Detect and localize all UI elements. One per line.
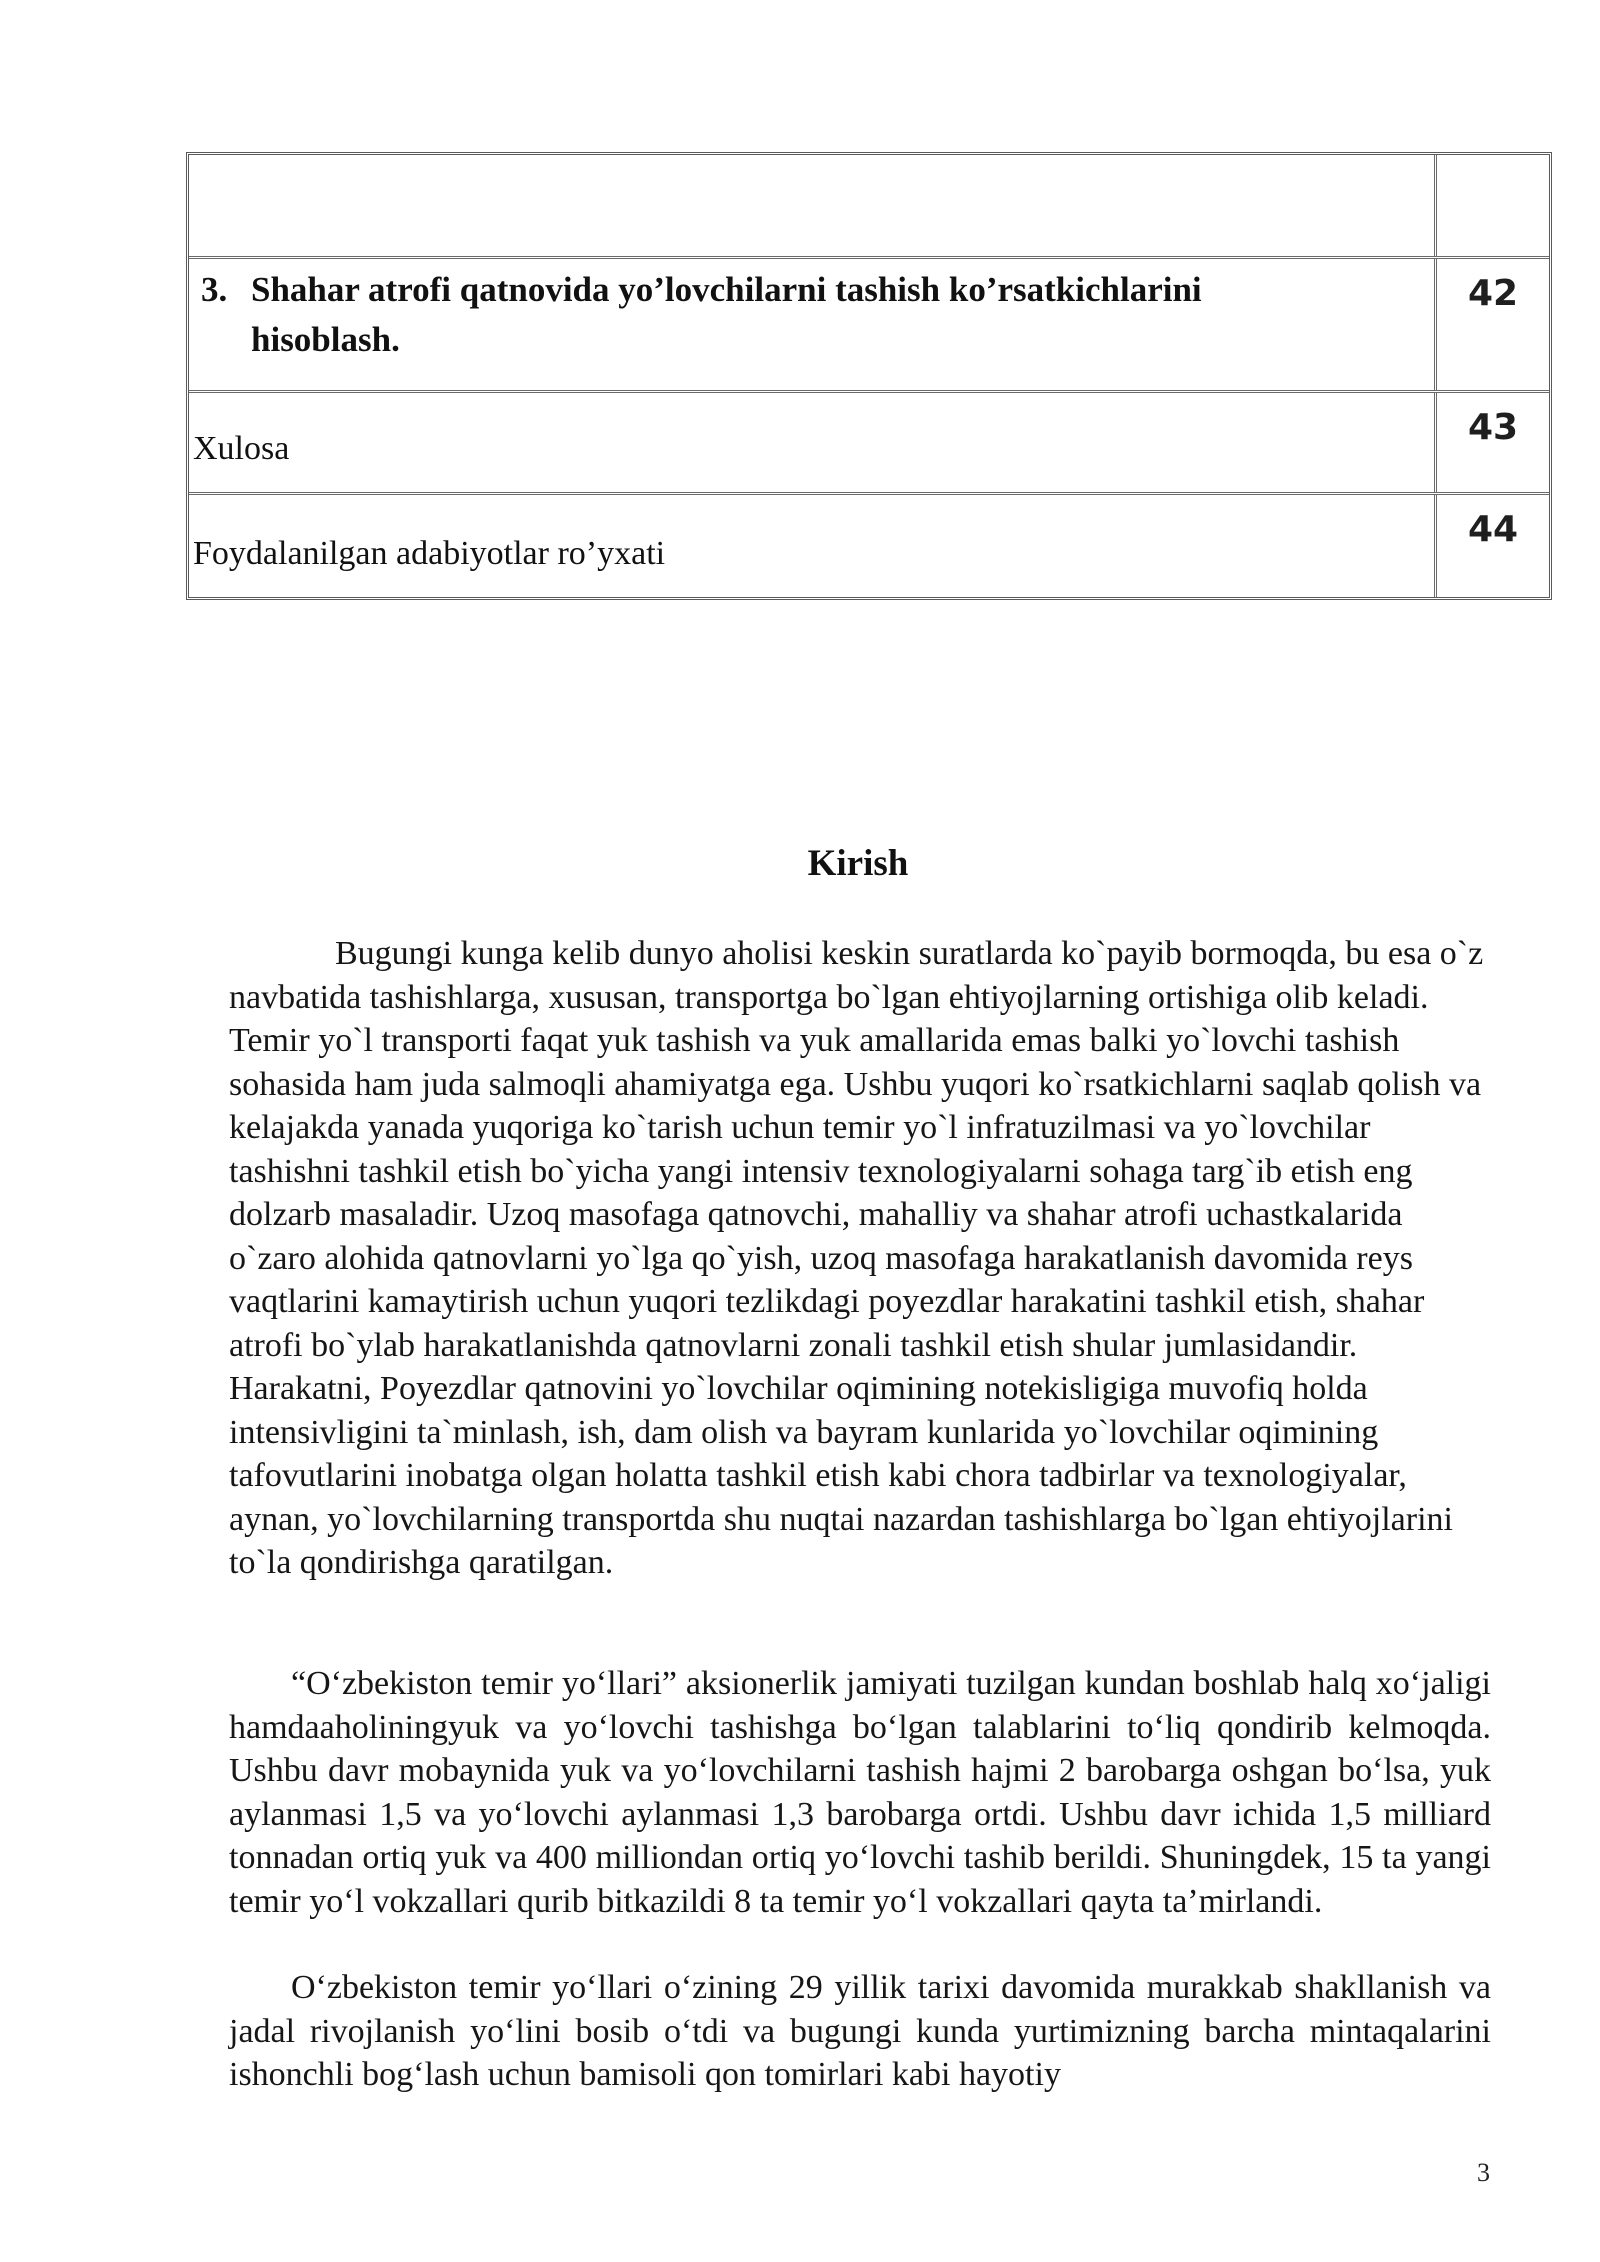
table-of-contents (186, 152, 1552, 600)
toc-row (189, 495, 1549, 597)
toc-row (189, 393, 1549, 495)
body-paragraph: Bugungi kunga kelib dunyo aholisi keskin suratlarda ko`payib bormoqda, bu esa o`z navbatida tashishlarga, xususan, transportga bo`lgan ehtiyojlarning ortishiga olib keladi. Temir yo`l transporti faqat yuk tashish va yuk amallarida emas balki yo`lovchi tashish sohasida ham juda salmoqli ahamiyatga ega. Ushbu yuqori ko`rsatkichlarni saqlab qolish va kelajakda yanada yuqoriga ko`tarish uchun temir yo`l infratuzilmasi va yo`lovchilar tashishni tashkil etish bo`yicha yangi intensiv texnologiyalarni sohaga targ`ib etish eng dolzarb masaladir. Uzoq masofaga qatnovchi, mahalliy va shahar atrofi uchastkalarida o`zaro alohida qatnovlarni yo`lga qo`yish, uzoq masofaga harakatlanish davomida reys vaqtlarini kamaytirish uchun yuqori tezlikdagi poyezdlar harakatini tashkil etish, shahar atrofi bo`ylab harakatlanishda qatnovlarni zonali tashkil etish shular jumlasidandir. Harakatni, Poyezdlar qatnovini yo`lovchilar oqimining notekisligiga muvofiq holda intensivligini ta`minlash, ish, dam olish va bayram kunlarida yo`lovchilar oqimining tafovutlarini inobatga olgan holatta tashkil etish kabi chora tadbirlar va texnologiyalar, aynan, yo`lovchilarning transportda shu nuqtai nazardan tashishlarga bo`lgan ehtiyojlarini to`la qondirishga qaratilgan. (229, 935, 1484, 1581)
toc-page-number (1437, 155, 1549, 256)
section-heading: Kirish (807, 843, 909, 884)
toc-title-cell (189, 495, 1437, 597)
toc-chapter-heading (201, 265, 1351, 365)
toc-page-number: 44 (1467, 509, 1519, 550)
toc-title-cell (189, 393, 1437, 492)
toc-page-number: 42 (1467, 273, 1519, 314)
toc-entry-title: Xulosa (193, 430, 290, 467)
page-number: 3 (1477, 2158, 1490, 2187)
toc-title-cell (189, 155, 1437, 256)
toc-page-number: 43 (1467, 407, 1519, 448)
body-paragraph: “O‘zbekiston temir yo‘llari” aksionerlik jamiyati tuzilgan kundan boshlab halq xo‘jaligi hamdaaholiningyuk va yo‘lovchi tashishga bo‘lgan talablarini to‘liq qondirib kelmoqda. Ushbu davr mobaynida yuk va yo‘lovchilarni tashish hajmi 2 barobarga oshgan bo‘lsa, yuk aylanmasi 1,5 va yo‘lovchi aylanmasi 1,3 barobarga ortdi. Ushbu davr ichida 1,5 milliard tonnadan ortiq yuk va 400 milliondan ortiq yo‘lovchi tashib berildi. Shuningdek, 15 ta yangi temir yo‘l vokzallari qurib bitkazildi 8 ta temir yo‘l vokzallari qayta ta’mirlandi. (229, 1665, 1491, 1920)
toc-entry-title: Shahar atrofi qatnovida yo’lovchilarni tashish ko’rsatkichlarini hisoblash. (251, 270, 1202, 359)
toc-row (189, 155, 1549, 259)
toc-entry-title: Foydalanilgan adabiyotlar ro’yxati (193, 535, 666, 572)
toc-row (189, 259, 1549, 393)
toc-title-cell (189, 259, 1437, 390)
body-paragraph: O‘zbekiston temir yo‘llari o‘zining 29 yillik tarixi davomida murakkab shakllanish va jadal rivojlanish yo‘lini bosib o‘tdi va bugungi kunda yurtimizning barcha mintaqalarini ishonchli bog‘lash uchun bamisoli qon tomirlari kabi hayotiy (229, 1969, 1491, 2093)
toc-chapter-number: 3. (201, 270, 228, 309)
